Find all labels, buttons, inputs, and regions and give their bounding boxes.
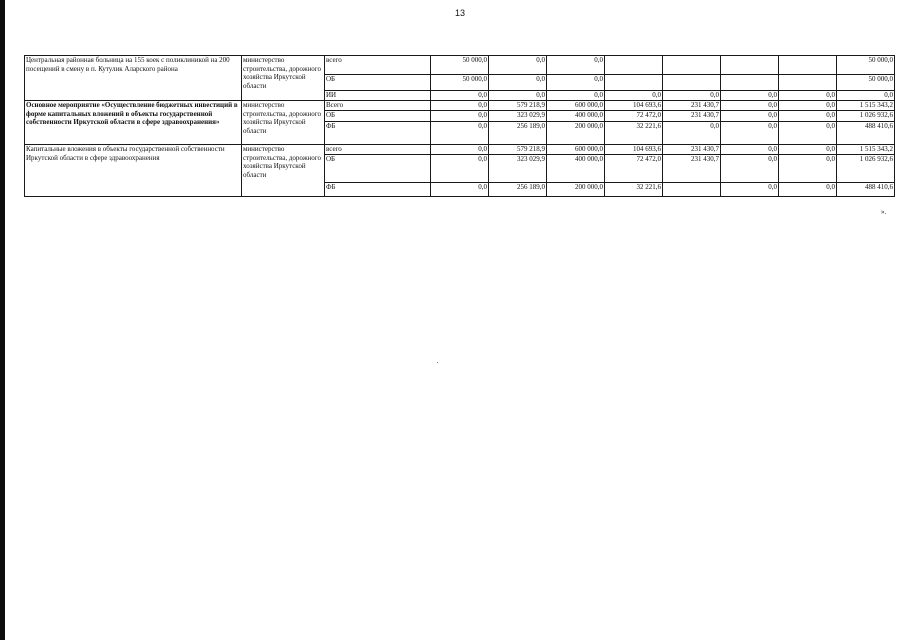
table-row xyxy=(25,56,895,75)
funding-source-cell: ИИ xyxy=(325,91,431,101)
year-value-cell: 50 000,0 xyxy=(431,75,489,91)
year-value-cell: 0,0 xyxy=(431,183,489,197)
year-value-cell: 0,0 xyxy=(605,91,663,101)
funding-table xyxy=(24,55,895,197)
total-value-cell: 1 515 343,2 xyxy=(837,145,895,155)
year-value-cell: 0,0 xyxy=(663,122,721,145)
funding-source-cell: всего xyxy=(325,56,431,75)
total-value-cell: 1 026 932,6 xyxy=(837,155,895,183)
year-value-cell: 0,0 xyxy=(779,101,837,111)
funding-source-cell: всего xyxy=(325,145,431,155)
measure-name-cell: Центральная районная больница на 155 коек с поликлиникой на 200 посещений в смену в п. Кутулик Аларского района xyxy=(25,56,242,101)
funding-source-cell: ОБ xyxy=(325,155,431,183)
year-value-cell: 0,0 xyxy=(779,155,837,183)
funding-source-cell: ФБ xyxy=(325,122,431,145)
year-value-cell: 104 693,6 xyxy=(605,145,663,155)
year-value-cell: 0,0 xyxy=(721,155,779,183)
year-value-cell: 0,0 xyxy=(779,183,837,197)
total-value-cell: 1 515 343,2 xyxy=(837,101,895,111)
total-value-cell: 50 000,0 xyxy=(837,56,895,75)
year-value-cell xyxy=(721,56,779,75)
year-value-cell: 0,0 xyxy=(431,91,489,101)
year-value-cell: 0,0 xyxy=(721,111,779,122)
scan-edge-bar xyxy=(0,0,5,640)
year-value-cell: 0,0 xyxy=(547,91,605,101)
year-value-cell: 0,0 xyxy=(663,91,721,101)
year-value-cell: 200 000,0 xyxy=(547,183,605,197)
year-value-cell xyxy=(605,75,663,91)
year-value-cell: 72 472,0 xyxy=(605,155,663,183)
year-value-cell: 600 000,0 xyxy=(547,101,605,111)
year-value-cell: 0,0 xyxy=(431,111,489,122)
year-value-cell: 200 000,0 xyxy=(547,122,605,145)
year-value-cell xyxy=(779,56,837,75)
year-value-cell: 579 218,9 xyxy=(489,101,547,111)
table-row xyxy=(25,145,895,155)
total-value-cell: 1 026 932,6 xyxy=(837,111,895,122)
year-value-cell: 50 000,0 xyxy=(431,56,489,75)
year-value-cell: 0,0 xyxy=(721,122,779,145)
year-value-cell: 32 221,6 xyxy=(605,122,663,145)
year-value-cell: 0,0 xyxy=(547,75,605,91)
year-value-cell: 231 430,7 xyxy=(663,155,721,183)
year-value-cell: 0,0 xyxy=(489,91,547,101)
funding-source-cell: ОБ xyxy=(325,75,431,91)
year-value-cell: 0,0 xyxy=(547,56,605,75)
executor-cell: министерство строительства, дорожного хозяйства Иркутской области xyxy=(242,145,325,197)
year-value-cell: 0,0 xyxy=(779,122,837,145)
year-value-cell: 0,0 xyxy=(721,145,779,155)
year-value-cell: 231 430,7 xyxy=(663,145,721,155)
closing-quote-mark: ». xyxy=(881,208,887,216)
year-value-cell: 400 000,0 xyxy=(547,155,605,183)
year-value-cell: 0,0 xyxy=(779,111,837,122)
year-value-cell: 231 430,7 xyxy=(663,111,721,122)
funding-source-cell: ОБ xyxy=(325,111,431,122)
measure-name-cell: Капитальные вложения в объекты государственной собственности Иркутской области в сфере здравоохранения xyxy=(25,145,242,197)
total-value-cell: 50 000,0 xyxy=(837,75,895,91)
year-value-cell: 600 000,0 xyxy=(547,145,605,155)
year-value-cell: 0,0 xyxy=(779,145,837,155)
year-value-cell: 0,0 xyxy=(489,56,547,75)
total-value-cell: 0,0 xyxy=(837,91,895,101)
year-value-cell xyxy=(721,75,779,91)
page-number: 13 xyxy=(454,8,465,18)
year-value-cell: 579 218,9 xyxy=(489,145,547,155)
table-row xyxy=(25,101,895,111)
year-value-cell: 0,0 xyxy=(721,101,779,111)
total-value-cell: 488 410,6 xyxy=(837,183,895,197)
year-value-cell: 0,0 xyxy=(431,122,489,145)
executor-cell: министерство строительства, дорожного хозяйства Иркутской области xyxy=(242,101,325,145)
year-value-cell: 0,0 xyxy=(489,75,547,91)
scan-speck xyxy=(437,362,438,363)
year-value-cell xyxy=(663,183,721,197)
year-value-cell: 323 029,9 xyxy=(489,111,547,122)
year-value-cell: 231 430,7 xyxy=(663,101,721,111)
year-value-cell: 256 189,0 xyxy=(489,183,547,197)
funding-source-cell: ФБ xyxy=(325,183,431,197)
year-value-cell xyxy=(605,56,663,75)
year-value-cell: 104 693,6 xyxy=(605,101,663,111)
year-value-cell: 0,0 xyxy=(721,91,779,101)
year-value-cell xyxy=(663,56,721,75)
year-value-cell: 0,0 xyxy=(431,101,489,111)
measure-name-cell: Основное мероприятие «Осуществление бюджетных инвестиций в форме капитальных вложений в объекты государственной собственности Иркутской области в сфере здравоохранения» xyxy=(25,101,242,145)
funding-source-cell: Всего xyxy=(325,101,431,111)
total-value-cell: 488 410,6 xyxy=(837,122,895,145)
year-value-cell xyxy=(663,75,721,91)
year-value-cell: 256 189,0 xyxy=(489,122,547,145)
year-value-cell: 400 000,0 xyxy=(547,111,605,122)
year-value-cell: 0,0 xyxy=(431,145,489,155)
year-value-cell: 0,0 xyxy=(779,91,837,101)
year-value-cell: 323 029,9 xyxy=(489,155,547,183)
year-value-cell: 72 472,0 xyxy=(605,111,663,122)
year-value-cell: 32 221,6 xyxy=(605,183,663,197)
year-value-cell xyxy=(779,75,837,91)
year-value-cell: 0,0 xyxy=(431,155,489,183)
year-value-cell: 0,0 xyxy=(721,183,779,197)
executor-cell: министерство строительства, дорожного хозяйства Иркутской области xyxy=(242,56,325,101)
